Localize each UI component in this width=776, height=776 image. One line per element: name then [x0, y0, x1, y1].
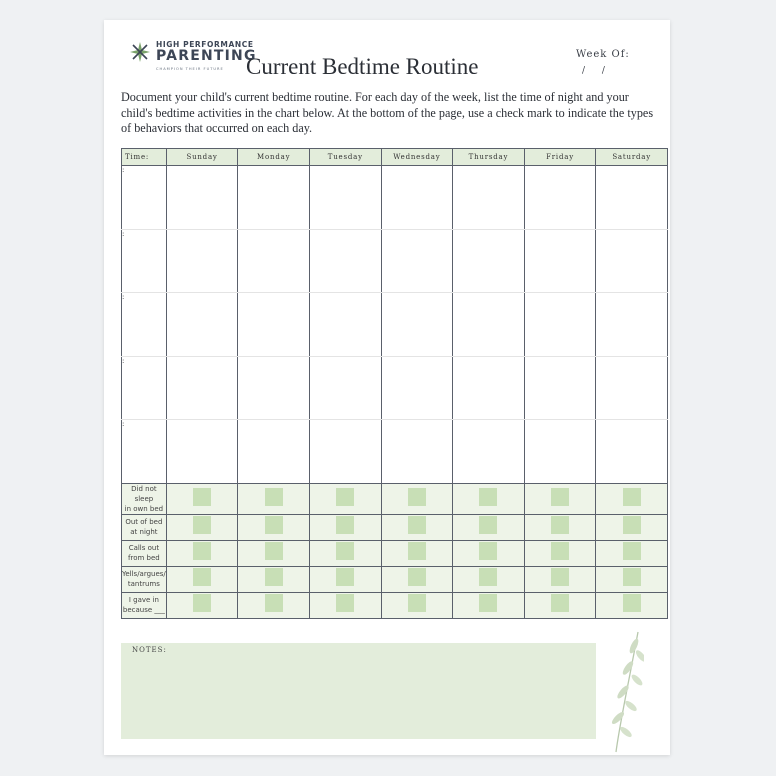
activity-entry-cell[interactable]	[381, 420, 453, 484]
activity-entry-cell[interactable]	[524, 166, 596, 230]
checkbox[interactable]	[193, 568, 211, 586]
behavior-check-cell	[309, 566, 381, 592]
behavior-check-cell	[453, 540, 525, 566]
behavior-check-cell	[524, 514, 596, 540]
behavior-check-cell	[596, 540, 668, 566]
activity-entry-cell[interactable]	[166, 420, 238, 484]
activity-entry-cell[interactable]	[596, 356, 668, 420]
behavior-check-cell	[596, 566, 668, 592]
activity-entry-cell[interactable]	[381, 229, 453, 293]
routine-table	[121, 148, 668, 619]
activity-entry-cell[interactable]	[309, 356, 381, 420]
checkbox[interactable]	[479, 516, 497, 534]
behavior-check-cell	[453, 592, 525, 618]
checkbox[interactable]	[408, 542, 426, 560]
behavior-check-cell	[238, 566, 310, 592]
checkbox[interactable]	[265, 542, 283, 560]
activity-entry-cell[interactable]	[524, 229, 596, 293]
behavior-row	[122, 566, 668, 592]
behavior-check-cell	[596, 483, 668, 514]
worksheet-page	[104, 20, 670, 755]
day-header: Saturday	[596, 149, 668, 166]
behavior-check-cell	[166, 514, 238, 540]
checkbox[interactable]	[479, 568, 497, 586]
checkbox[interactable]	[408, 568, 426, 586]
behavior-check-cell	[524, 566, 596, 592]
behavior-check-cell	[238, 483, 310, 514]
activity-entry-cell[interactable]	[381, 166, 453, 230]
activity-entry-cell[interactable]	[309, 293, 381, 357]
checkbox[interactable]	[551, 542, 569, 560]
behavior-check-cell	[309, 592, 381, 618]
day-header: Monday	[238, 149, 310, 166]
activity-entry-cell[interactable]	[453, 420, 525, 484]
behavior-check-cell	[166, 540, 238, 566]
activity-entry-cell[interactable]	[166, 293, 238, 357]
checkbox[interactable]	[193, 594, 211, 612]
activity-entry-cell[interactable]	[524, 420, 596, 484]
time-row	[122, 229, 668, 293]
behavior-check-cell	[166, 483, 238, 514]
behavior-check-cell	[596, 514, 668, 540]
logo-star-icon	[128, 40, 152, 64]
checkbox[interactable]	[623, 488, 641, 506]
checkbox[interactable]	[408, 488, 426, 506]
behavior-label: I gave in because ___	[122, 592, 167, 618]
activity-entry-cell[interactable]	[524, 293, 596, 357]
checkbox[interactable]	[551, 568, 569, 586]
activity-entry-cell[interactable]	[238, 293, 310, 357]
behavior-check-cell	[453, 566, 525, 592]
week-of-label: Week Of:	[576, 49, 630, 60]
logo-tagline: CHAMPION THEIR FUTURE	[156, 67, 224, 71]
checkbox[interactable]	[336, 516, 354, 534]
time-row	[122, 166, 668, 230]
notes-box[interactable]	[121, 643, 596, 739]
checkbox[interactable]	[623, 568, 641, 586]
behavior-check-cell	[524, 483, 596, 514]
activity-entry-cell[interactable]	[238, 166, 310, 230]
logo-main-text: PARENTING	[156, 48, 257, 64]
page-title: Current Bedtime Routine	[246, 54, 479, 79]
activity-entry-cell[interactable]	[453, 356, 525, 420]
checkbox[interactable]	[408, 516, 426, 534]
checkbox[interactable]	[479, 488, 497, 506]
week-of-date-field[interactable]: / /	[582, 66, 605, 76]
behavior-check-cell	[238, 540, 310, 566]
checkbox[interactable]	[265, 488, 283, 506]
behavior-check-cell	[309, 540, 381, 566]
activity-entry-cell[interactable]	[596, 420, 668, 484]
checkbox[interactable]	[265, 568, 283, 586]
checkbox[interactable]	[623, 594, 641, 612]
checkbox[interactable]	[193, 516, 211, 534]
checkbox[interactable]	[193, 542, 211, 560]
checkbox[interactable]	[479, 542, 497, 560]
time-column-header: Time:	[122, 149, 167, 166]
behavior-check-cell	[453, 514, 525, 540]
behavior-row	[122, 592, 668, 618]
time-entry-cell[interactable]: :	[122, 166, 167, 230]
behavior-check-cell	[381, 514, 453, 540]
day-header: Friday	[524, 149, 596, 166]
logo-top-text: HIGH PERFORMANCE	[156, 40, 254, 49]
behavior-check-cell	[309, 483, 381, 514]
activity-entry-cell[interactable]	[309, 166, 381, 230]
checkbox[interactable]	[336, 594, 354, 612]
activity-entry-cell[interactable]	[453, 166, 525, 230]
day-header: Wednesday	[381, 149, 453, 166]
time-entry-cell[interactable]: :	[122, 293, 167, 357]
time-row	[122, 293, 668, 357]
behavior-check-cell	[524, 540, 596, 566]
behavior-check-cell	[381, 592, 453, 618]
checkbox[interactable]	[551, 516, 569, 534]
activity-entry-cell[interactable]	[166, 166, 238, 230]
behavior-label: Did not sleep in own bed	[122, 483, 167, 514]
checkbox[interactable]	[265, 516, 283, 534]
activity-entry-cell[interactable]	[596, 229, 668, 293]
time-entry-cell[interactable]: :	[122, 420, 167, 484]
checkbox[interactable]	[551, 488, 569, 506]
time-entry-cell[interactable]: :	[122, 229, 167, 293]
checkbox[interactable]	[336, 488, 354, 506]
checkbox[interactable]	[551, 594, 569, 612]
brand-logo	[128, 40, 257, 74]
activity-entry-cell[interactable]	[453, 229, 525, 293]
activity-entry-cell[interactable]	[309, 420, 381, 484]
leaf-sprig-icon	[604, 626, 644, 756]
activity-entry-cell[interactable]	[166, 229, 238, 293]
behavior-check-cell	[381, 483, 453, 514]
behavior-check-cell	[596, 592, 668, 618]
day-header-row	[122, 149, 668, 166]
checkbox[interactable]	[623, 516, 641, 534]
behavior-label: Yells/argues/ tantrums	[122, 566, 167, 592]
day-header: Tuesday	[309, 149, 381, 166]
activity-entry-cell[interactable]	[381, 356, 453, 420]
time-row	[122, 420, 668, 484]
checkbox[interactable]	[479, 594, 497, 612]
activity-entry-cell[interactable]	[524, 356, 596, 420]
checkbox[interactable]	[408, 594, 426, 612]
checkbox[interactable]	[623, 542, 641, 560]
behavior-row	[122, 514, 668, 540]
notes-label: NOTES:	[132, 646, 167, 654]
behavior-check-cell	[524, 592, 596, 618]
checkbox[interactable]	[336, 542, 354, 560]
behavior-check-cell	[166, 566, 238, 592]
behavior-check-cell	[238, 592, 310, 618]
behavior-check-cell	[453, 483, 525, 514]
behavior-label: Out of bed at night	[122, 514, 167, 540]
checkbox[interactable]	[265, 594, 283, 612]
activity-entry-cell[interactable]	[453, 293, 525, 357]
day-header: Thursday	[453, 149, 525, 166]
behavior-label: Calls out from bed	[122, 540, 167, 566]
activity-entry-cell[interactable]	[238, 229, 310, 293]
instructions-text: Document your child's current bedtime routine. For each day of the week, list the time of night and your child's bedtime activities in the chart below. At the bottom of the page, use a check mark to indicate the types of behaviors that occurred on each day.	[121, 90, 654, 135]
checkbox[interactable]	[336, 568, 354, 586]
activity-entry-cell[interactable]	[238, 420, 310, 484]
time-entry-cell[interactable]: :	[122, 356, 167, 420]
behavior-check-cell	[381, 566, 453, 592]
activity-entry-cell[interactable]	[596, 293, 668, 357]
activity-entry-cell[interactable]	[238, 356, 310, 420]
activity-entry-cell[interactable]	[596, 166, 668, 230]
day-header: Sunday	[166, 149, 238, 166]
behavior-check-cell	[309, 514, 381, 540]
activity-entry-cell[interactable]	[381, 293, 453, 357]
behavior-row	[122, 483, 668, 514]
time-row	[122, 356, 668, 420]
behavior-row	[122, 540, 668, 566]
behavior-check-cell	[381, 540, 453, 566]
behavior-check-cell	[238, 514, 310, 540]
activity-entry-cell[interactable]	[309, 229, 381, 293]
activity-entry-cell[interactable]	[166, 356, 238, 420]
behavior-check-cell	[166, 592, 238, 618]
checkbox[interactable]	[193, 488, 211, 506]
